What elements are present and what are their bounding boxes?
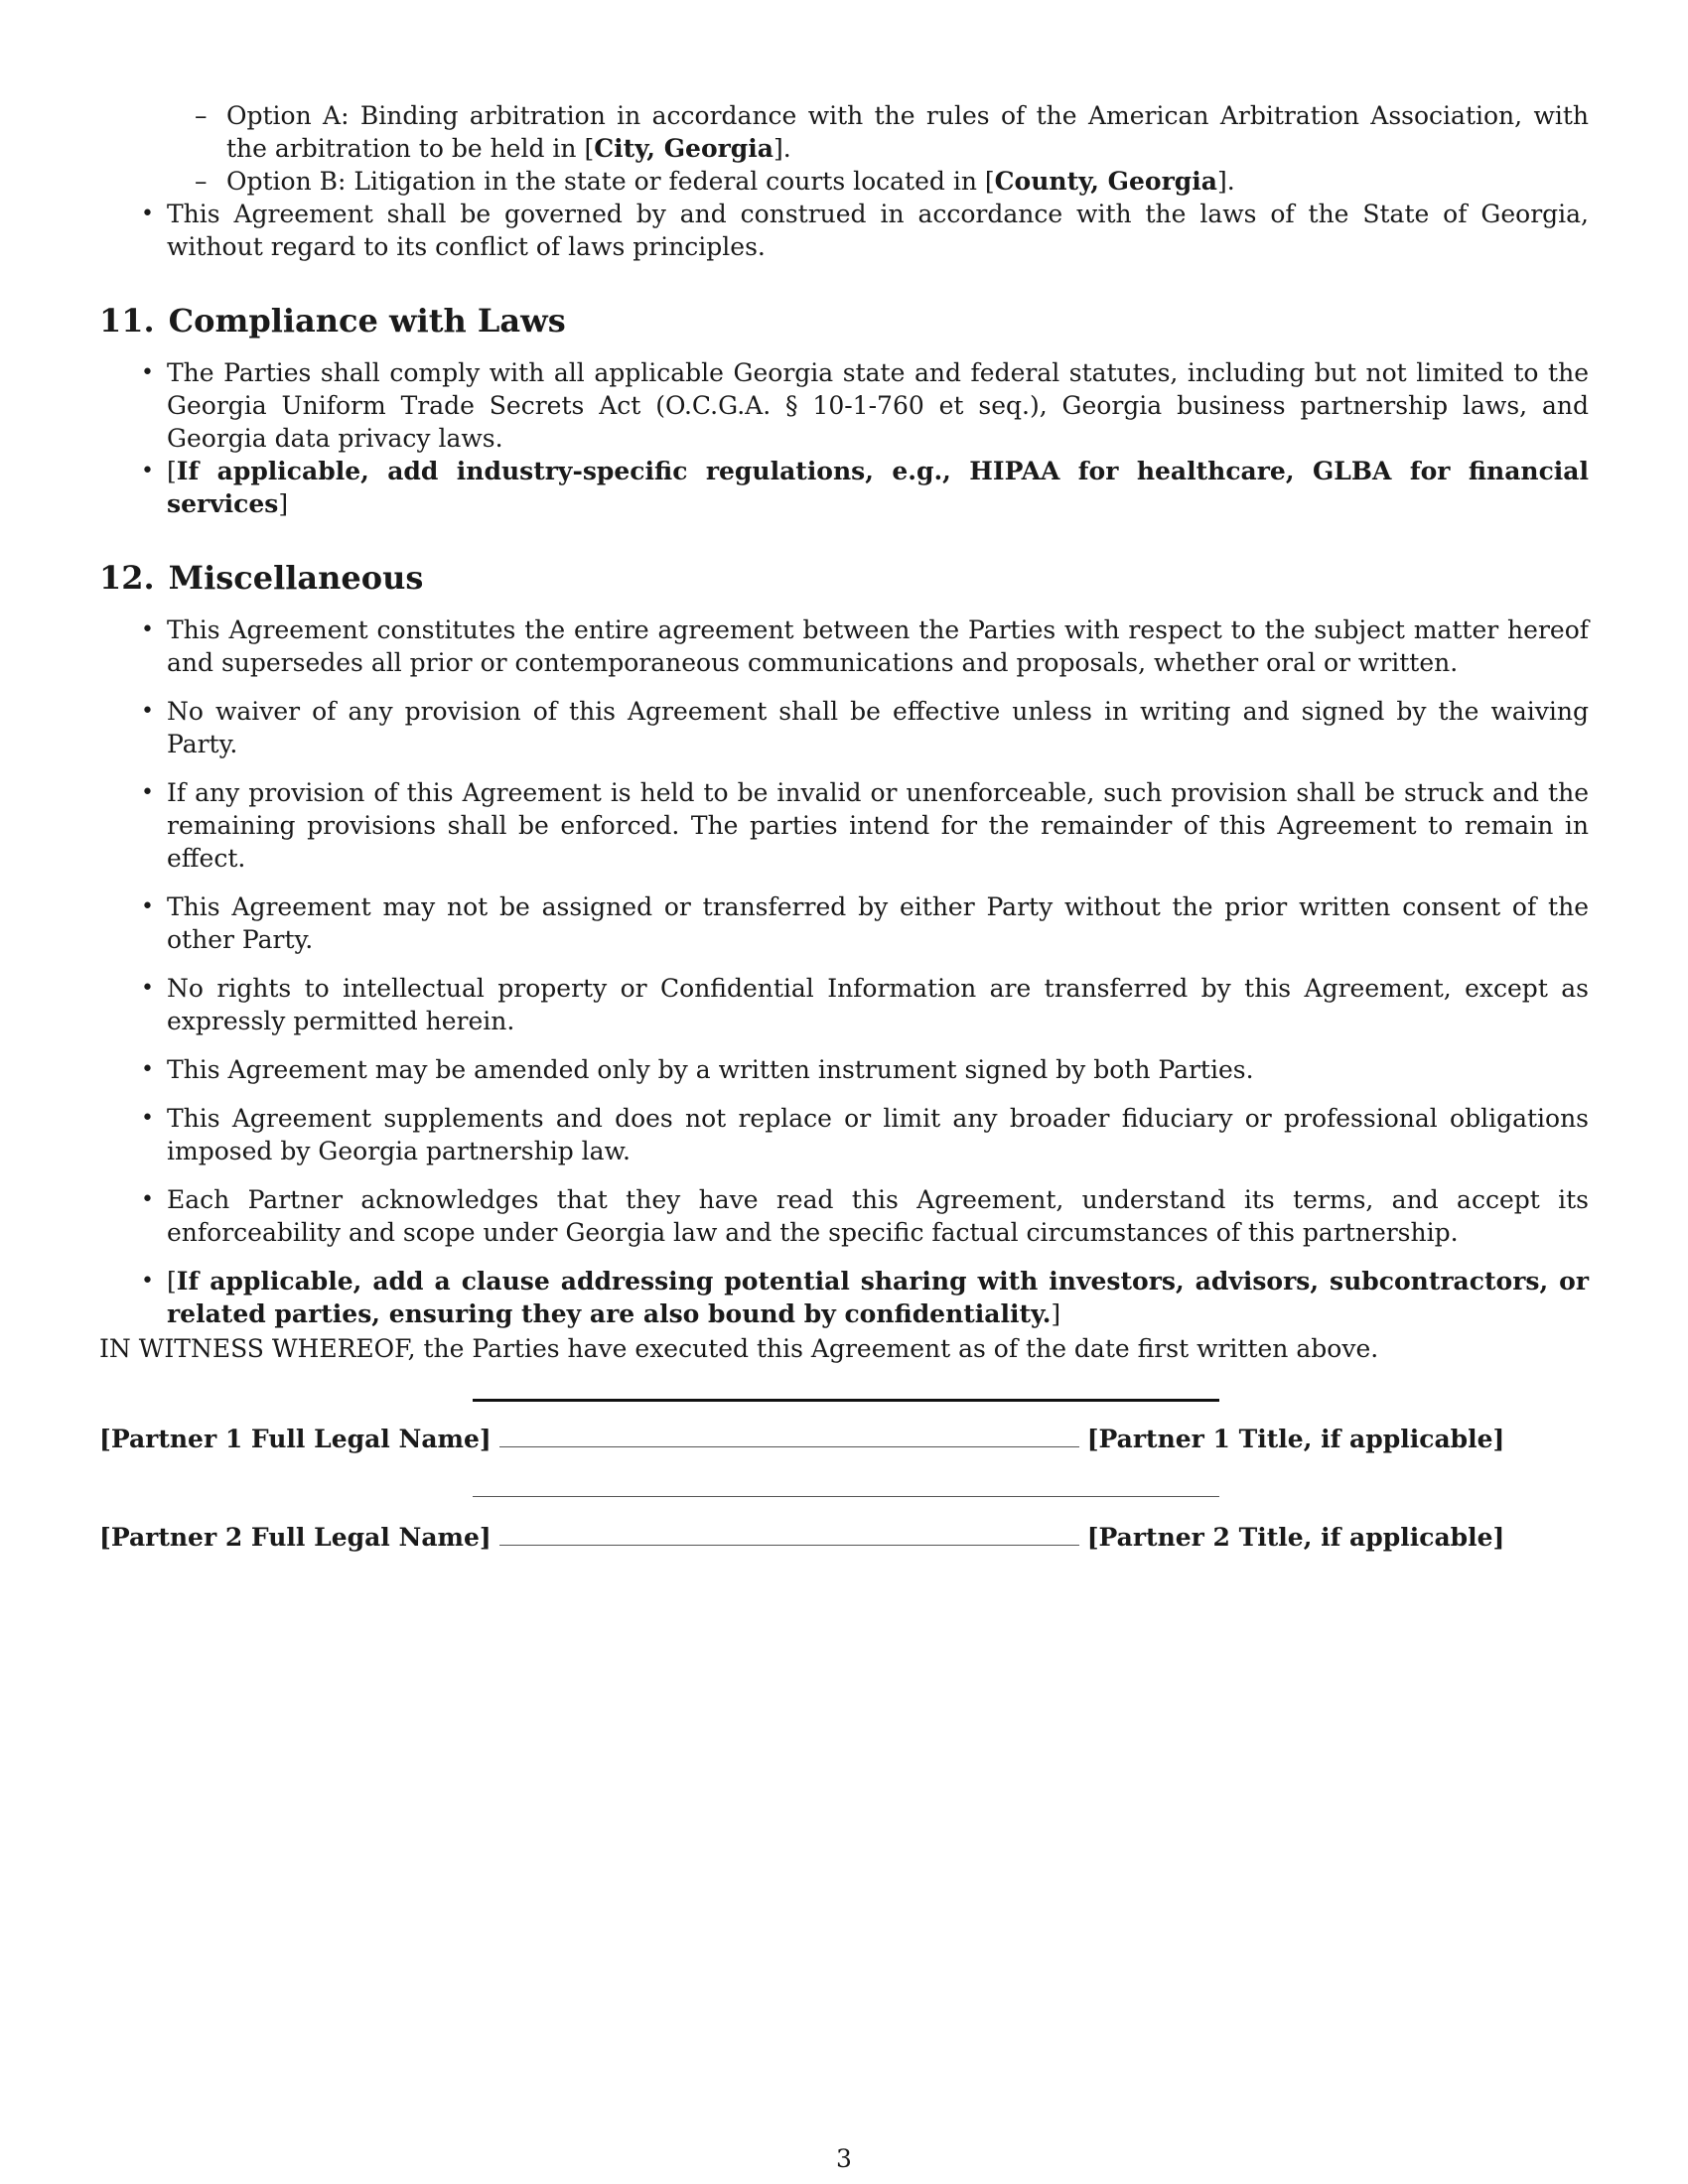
bullet-icon: • <box>141 1057 154 1082</box>
bullet-icon: • <box>141 202 154 226</box>
section-11-item-1: The Parties shall comply with all applicable Georgia state and federal statutes, including but not limited to the Georgia Uniform Trade Secrets Act (O.C.G.A. § 10-1-760 et seq.), Georgia business partnership laws, and Georgia data privacy laws. <box>167 358 1589 453</box>
misc-item-text: This Agreement constitutes the entire agreement between the Parties with respect to the subject matter hereof and supersedes all prior or contemporaneous communications and proposals, whether oral or written. <box>167 615 1589 677</box>
bullet-icon: • <box>141 360 154 385</box>
option-a-after: ]. <box>773 134 791 163</box>
list-item <box>99 1053 1589 1086</box>
partner-2-signature-line[interactable] <box>499 1525 1079 1546</box>
option-b-text: Option B: Litigation in the state or federal courts located in [ <box>226 167 995 196</box>
bullet-icon: • <box>141 894 154 919</box>
section-11-item-2: If applicable, add industry-specific regulations, e.g., HIPAA for healthcare, GLBA for financial services <box>167 457 1589 518</box>
section-12-heading <box>99 558 1589 598</box>
dispute-options-list <box>195 99 1589 198</box>
signature-block <box>99 1385 1589 1554</box>
bullet-icon: • <box>141 1106 154 1131</box>
governing-law-text: This Agreement shall be governed by and construed in accordance with the laws of the State of Georgia, without regard to its conflict of laws principles. <box>167 200 1589 261</box>
misc-item-text: No waiver of any provision of this Agreement shall be effective unless in writing and signed by the waiving Party. <box>167 697 1589 758</box>
list-item <box>99 1183 1589 1249</box>
option-b-after: ]. <box>1216 167 1235 196</box>
section-12-list <box>99 614 1589 1330</box>
list-item <box>99 890 1589 956</box>
witness-clause: IN WITNESS WHEREOF, the Parties have executed this Agreement as of the date first written above. <box>99 1334 1379 1363</box>
page-number: 3 <box>836 2144 852 2173</box>
partner-1-signature-line[interactable] <box>499 1427 1079 1447</box>
misc-item-text: Each Partner acknowledges that they have read this Agreement, understand its terms, and accept its enforceability and scope under Georgia law and the specific factual circumstances of this partnership. <box>167 1185 1589 1247</box>
misc-item-text: This Agreement may be amended only by a written instrument signed by both Parties. <box>167 1055 1254 1084</box>
list-item <box>99 1102 1589 1167</box>
option-b-bold: County, Georgia <box>994 167 1217 196</box>
partner-1-title: [Partner 1 Title, if applicable] <box>1086 1425 1505 1453</box>
section-11-title: Compliance with Laws <box>168 302 566 340</box>
bullet-icon: • <box>141 459 154 483</box>
signature-row-partner-1 <box>99 1423 1504 1455</box>
list-item: • [If applicable, add industry-specific regulations, e.g., HIPAA for healthcare, GLBA for financial services] <box>141 457 1589 518</box>
signature-row-partner-2 <box>99 1521 1504 1554</box>
section-12-title: Miscellaneous <box>168 559 424 597</box>
dispute-option-a <box>195 99 1589 165</box>
document-page <box>99 99 1589 1554</box>
dispute-option-b <box>195 165 1589 198</box>
list-item <box>99 356 1589 455</box>
misc-item-bold-text: If applicable, add a clause addressing potential sharing with investors, advisors, subcontractors, or related parties, ensuring they are also bound by confidentiality. <box>167 1267 1589 1328</box>
partner-1-name: [Partner 1 Full Legal Name] <box>99 1425 492 1453</box>
section-11-heading <box>99 301 1589 341</box>
misc-item-text: If any provision of this Agreement is held to be invalid or unenforceable, such provision shall be struck and the remaining provisions shall be enforced. The parties intend for the remainder of this Agreement to remain in effect. <box>167 778 1589 873</box>
partner-2-title: [Partner 2 Title, if applicable] <box>1086 1523 1505 1552</box>
bullet-icon: • <box>141 976 154 1001</box>
dash-marker: – <box>195 101 208 130</box>
bullet-icon: • <box>141 699 154 724</box>
list-item <box>99 695 1589 760</box>
section-12-number: 12. <box>99 559 155 597</box>
option-a-text: Option A: Binding arbitration in accordance with the rules of the American Arbitration Association, with the arbitration to be held in [ <box>226 101 1589 163</box>
list-item <box>99 776 1589 875</box>
dash-marker: – <box>195 167 208 196</box>
bullet-icon: • <box>141 1269 154 1294</box>
signature-top-rule <box>473 1399 1219 1402</box>
misc-item-text: This Agreement may not be assigned or transferred by either Party without the prior written consent of the other Party. <box>167 892 1589 954</box>
section-11-list <box>99 356 1589 520</box>
bullet-icon: • <box>141 780 154 805</box>
partner-2-name: [Partner 2 Full Legal Name] <box>99 1523 492 1552</box>
bullet-icon: • <box>141 617 154 642</box>
option-a-bold: City, Georgia <box>594 134 774 163</box>
list-item <box>99 972 1589 1037</box>
signature-mid-rule <box>473 1496 1219 1497</box>
section-11-number: 11. <box>99 302 155 340</box>
bullet-icon: • <box>141 1187 154 1212</box>
governing-law-list <box>99 198 1589 263</box>
misc-item-text: This Agreement supplements and does not replace or limit any broader fiduciary or professional obligations imposed by Georgia partnership law. <box>167 1104 1589 1165</box>
list-item <box>99 614 1589 679</box>
misc-item-text: No rights to intellectual property or Confidential Information are transferred by this Agreement, except as expressly permitted herein. <box>167 974 1589 1035</box>
governing-law-item <box>99 198 1589 263</box>
list-item: • [If applicable, add a clause addressing potential sharing with investors, advisors, subcontractors, or related parties, ensuring they are also bound by confidentiality.] <box>141 1267 1589 1328</box>
